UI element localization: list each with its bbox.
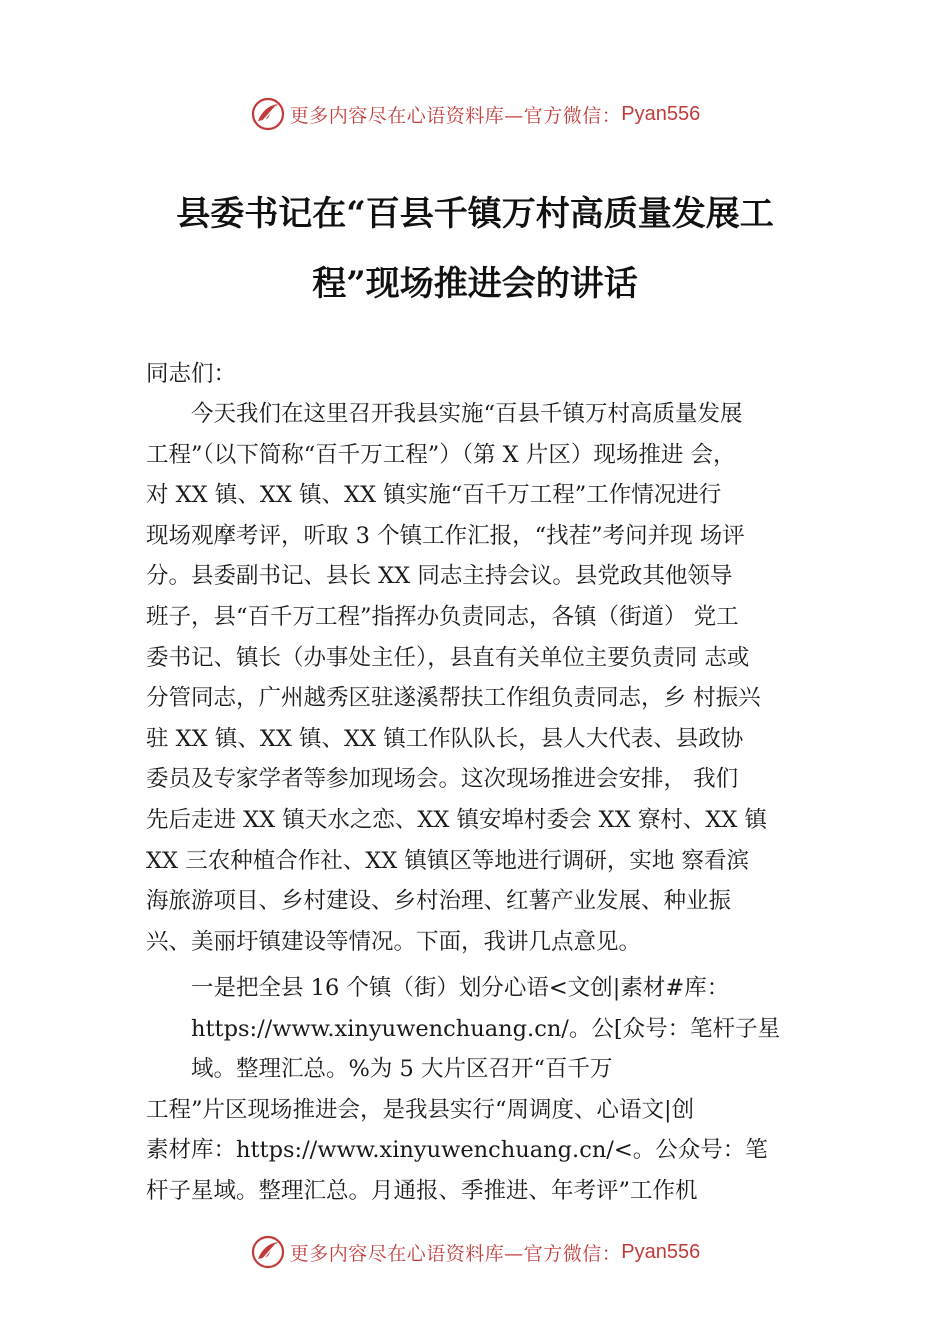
text-line: XX 三农种植合作社、XX 镇镇区等地进行调研，实地 察看滨: [146, 847, 750, 874]
text-line: 对 XX 镇、XX 镇、XX 镇实施“百千万工程”工作情况进行: [146, 482, 722, 509]
banner-text: 更多内容尽在心语资料库—官方微信：: [289, 104, 622, 127]
text-line: 工程”（以下简称“百千万工程”）（第 X 片区）现场推进 会，: [146, 441, 736, 468]
text-line: 一是把全县 16 个镇（街）划分心语<文创|素材#库：: [146, 975, 730, 1001]
text-line: 兴、美丽圩镇建设等情况。下面，我讲几点意见。: [146, 928, 642, 955]
banner-wechat-id: Pyan556: [621, 102, 701, 125]
text-line: 素材库：https://www.xinyuwenchuang.cn/<。公众号：笔: [146, 1137, 768, 1164]
pen-logo-icon: [250, 96, 286, 132]
text-line: 工程”片区现场推进会，是我县实行“周调度、心语文|创: [146, 1096, 695, 1123]
text-line: 海旅游项目、乡村建设、乡村治理、红薯产业发展、种业振: [146, 888, 732, 915]
header-banner: [0, 94, 950, 134]
document-title-line-2: 程”现场推进会的讲话: [312, 264, 638, 304]
text-line: 委员及专家学者等参加现场会。这次现场推进会安排， 我们: [146, 766, 739, 793]
text-line: 分。县委副书记、县长 XX 同志主持会议。县党政其他领导: [146, 563, 733, 590]
paragraph-1: [146, 394, 767, 962]
paragraph-2: [146, 968, 780, 1212]
text-line: 驻 XX 镇、XX 镇、XX 镇工作队队长，县人大代表、县政协: [146, 725, 744, 752]
footer-banner: [0, 1232, 950, 1272]
banner-text: 更多内容尽在心语资料库—官方微信：: [289, 1242, 622, 1265]
text-line: 杆子星域。整理汇总。月通报、季推进、年考评”工作机: [146, 1177, 698, 1204]
document-title-line-1: 县委书记在“百县千镇万村高质量发展工: [176, 194, 774, 234]
text-line: 委书记、镇长（办事处主任），县直有关单位主要负责同 志或: [146, 644, 750, 671]
text-line: https://www.xinyuwenchuang.cn/。公[众号：笔杆子星: [146, 1015, 781, 1042]
banner-wechat-id: Pyan556: [621, 1240, 701, 1263]
text-line: 域。整理汇总。%为 5 大片区召开“百千万: [146, 1056, 613, 1083]
text-line: 分管同志，广州越秀区驻遂溪帮扶工作组负责同志，乡 村振兴: [146, 685, 761, 712]
text-line: 现场观摩考评，听取 3 个镇工作汇报，“找茬”考问并现 场评: [146, 522, 745, 549]
greeting-text: 同志们：: [146, 361, 237, 387]
pen-logo-icon: [250, 1234, 286, 1270]
text-line: 先后走进 XX 镇天水之恋、XX 镇安埠村委会 XX 寮村、XX 镇: [146, 806, 768, 833]
text-line: 班子，县“百千万工程”指挥办负责同志，各镇（街道） 党工: [146, 603, 739, 630]
greeting: [146, 354, 236, 395]
text-line: 今天我们在这里召开我县实施“百县千镇万村高质量发展: [146, 401, 743, 427]
